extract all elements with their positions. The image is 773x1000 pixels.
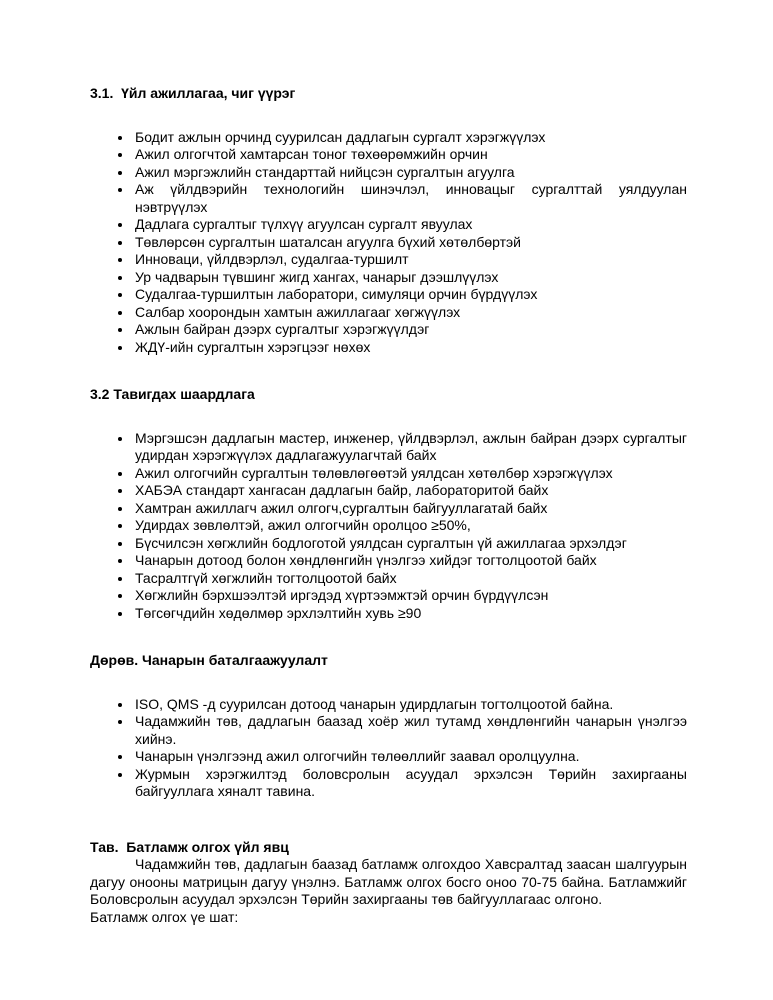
- list-item: • Ажил олгогчтой хамтарсан тоног төхөөрөмжийн орчин: [133, 146, 687, 164]
- section-heading-3-2: 3.2 Тавигдах шаардлага: [90, 386, 255, 402]
- list-item: • ISO, QMS -д суурилсан дотоод чанарын удирдлагын тогтолцоотой байна.: [133, 696, 687, 714]
- list-item: • ЖДҮ-ийн сургалтын хэрэгцээг нөхөх: [133, 339, 687, 357]
- list-item: • Ажил мэргэжлийн стандарттай нийцсэн сургалтын агуулга: [133, 164, 687, 182]
- paragraph-subline: Батламж олгох үе шат:: [90, 908, 239, 925]
- list-item: • Чадамжийн төв, дадлагын баазад хоёр жил тутамд хөндлөнгийн чанарын үнэлгээ хийнэ.: [133, 713, 687, 748]
- body-paragraph: Чадамжийн төв, дадлагын баазад батламж олгохдоо Хавсралтад заасан шалгуурын дагуу онооны матрицын дагуу үнэлнэ. Батламж олгох босго оноо 70-75 байна. Батламжийг Боловсролын асуудал эрхэлсэн Төрийн захиргааны төв байгууллагаас олгоно.: [90, 856, 687, 907]
- list-item: • Чанарын дотоод болон хөндлөнгийн үнэлгээ хийдэг тогтолцоотой байх: [133, 552, 687, 570]
- list-item: • Удирдах зөвлөлтэй, ажил олгогчийн оролцоо ≥50%,: [133, 517, 687, 535]
- list-item: • Салбар хоорондын хамтын ажиллагааг хөгжүүлэх: [133, 304, 687, 322]
- bullet-list-3-1: [90, 129, 687, 357]
- list-item: • Дадлага сургалтыг түлхүү агуулсан сургалт явуулах: [133, 216, 687, 234]
- list-item: • Бүсчилсэн хөгжлийн бодлоготой уялдсан сургалтын үй ажиллагаа эрхэлдэг: [133, 535, 687, 553]
- list-item: • Журмын хэрэгжилтэд боловсролын асуудал эрхэлсэн Төрийн захиргааны байгууллага хяналт тавина.: [133, 766, 687, 801]
- list-item: • ХАБЭА стандарт хангасан дадлагын байр, лабораторитой байх: [133, 482, 687, 500]
- list-item: • Хамтран ажиллагч ажил олгогч,сургалтын байгууллагатай байх: [133, 500, 687, 518]
- list-item: • Ажил олгогчийн сургалтын төлөвлөгөөтэй уялдсан хөтөлбөр хэрэгжүүлэх: [133, 465, 687, 483]
- section-heading-3-1: 3.1. Үйл ажиллагаа, чиг үүрэг: [90, 85, 296, 101]
- bullet-list-3-2: [90, 430, 687, 623]
- bullet-list-four: [90, 696, 687, 801]
- list-item: • Ур чадварын түвшинг жигд хангах, чанарыг дээшлүүлэх: [133, 269, 687, 287]
- list-item: • Хөгжлийн бэрхшээлтэй иргэдэд хүртээмжтэй орчин бүрдүүлсэн: [133, 587, 687, 605]
- list-item: • Судалгаа-туршилтын лаборатори, симуляци орчин бүрдүүлэх: [133, 286, 687, 304]
- list-item: • Мэргэшсэн дадлагын мастер, инженер, үйлдвэрлэл, ажлын байран дээрх сургалтыг удирдан хэрэгжүүлэх дадлагажуулагчтай байх: [133, 430, 687, 465]
- list-item: • Тасралтгүй хөгжлийн тогтолцоотой байх: [133, 570, 687, 588]
- list-item: • Төгсөгчдийн хөдөлмөр эрхлэлтийн хувь ≥90: [133, 605, 687, 623]
- list-item: • Инноваци, үйлдвэрлэл, судалгаа-туршилт: [133, 251, 687, 269]
- list-item: • Ажлын байран дээрх сургалтыг хэрэгжүүлдэг: [133, 321, 687, 339]
- list-item: • Бодит ажлын орчинд суурилсан дадлагын сургалт хэрэгжүүлэх: [133, 129, 687, 147]
- section-heading-five: Тав. Батламж олгох үйл явц: [90, 838, 289, 855]
- list-item: • Аж үйлдвэрийн технологийн шинэчлэл, инновацыг сургалттай уялдуулан нэвтрүүлэх: [133, 181, 687, 216]
- section-heading-four: Дөрөв. Чанарын баталгаажуулалт: [90, 652, 328, 668]
- list-item: • Чанарын үнэлгээнд ажил олгогчийн төлөөллийг заавал оролцуулна.: [133, 748, 687, 766]
- list-item: • Төвлөрсөн сургалтын шаталсан агуулга бүхий хөтөлбөртэй: [133, 234, 687, 252]
